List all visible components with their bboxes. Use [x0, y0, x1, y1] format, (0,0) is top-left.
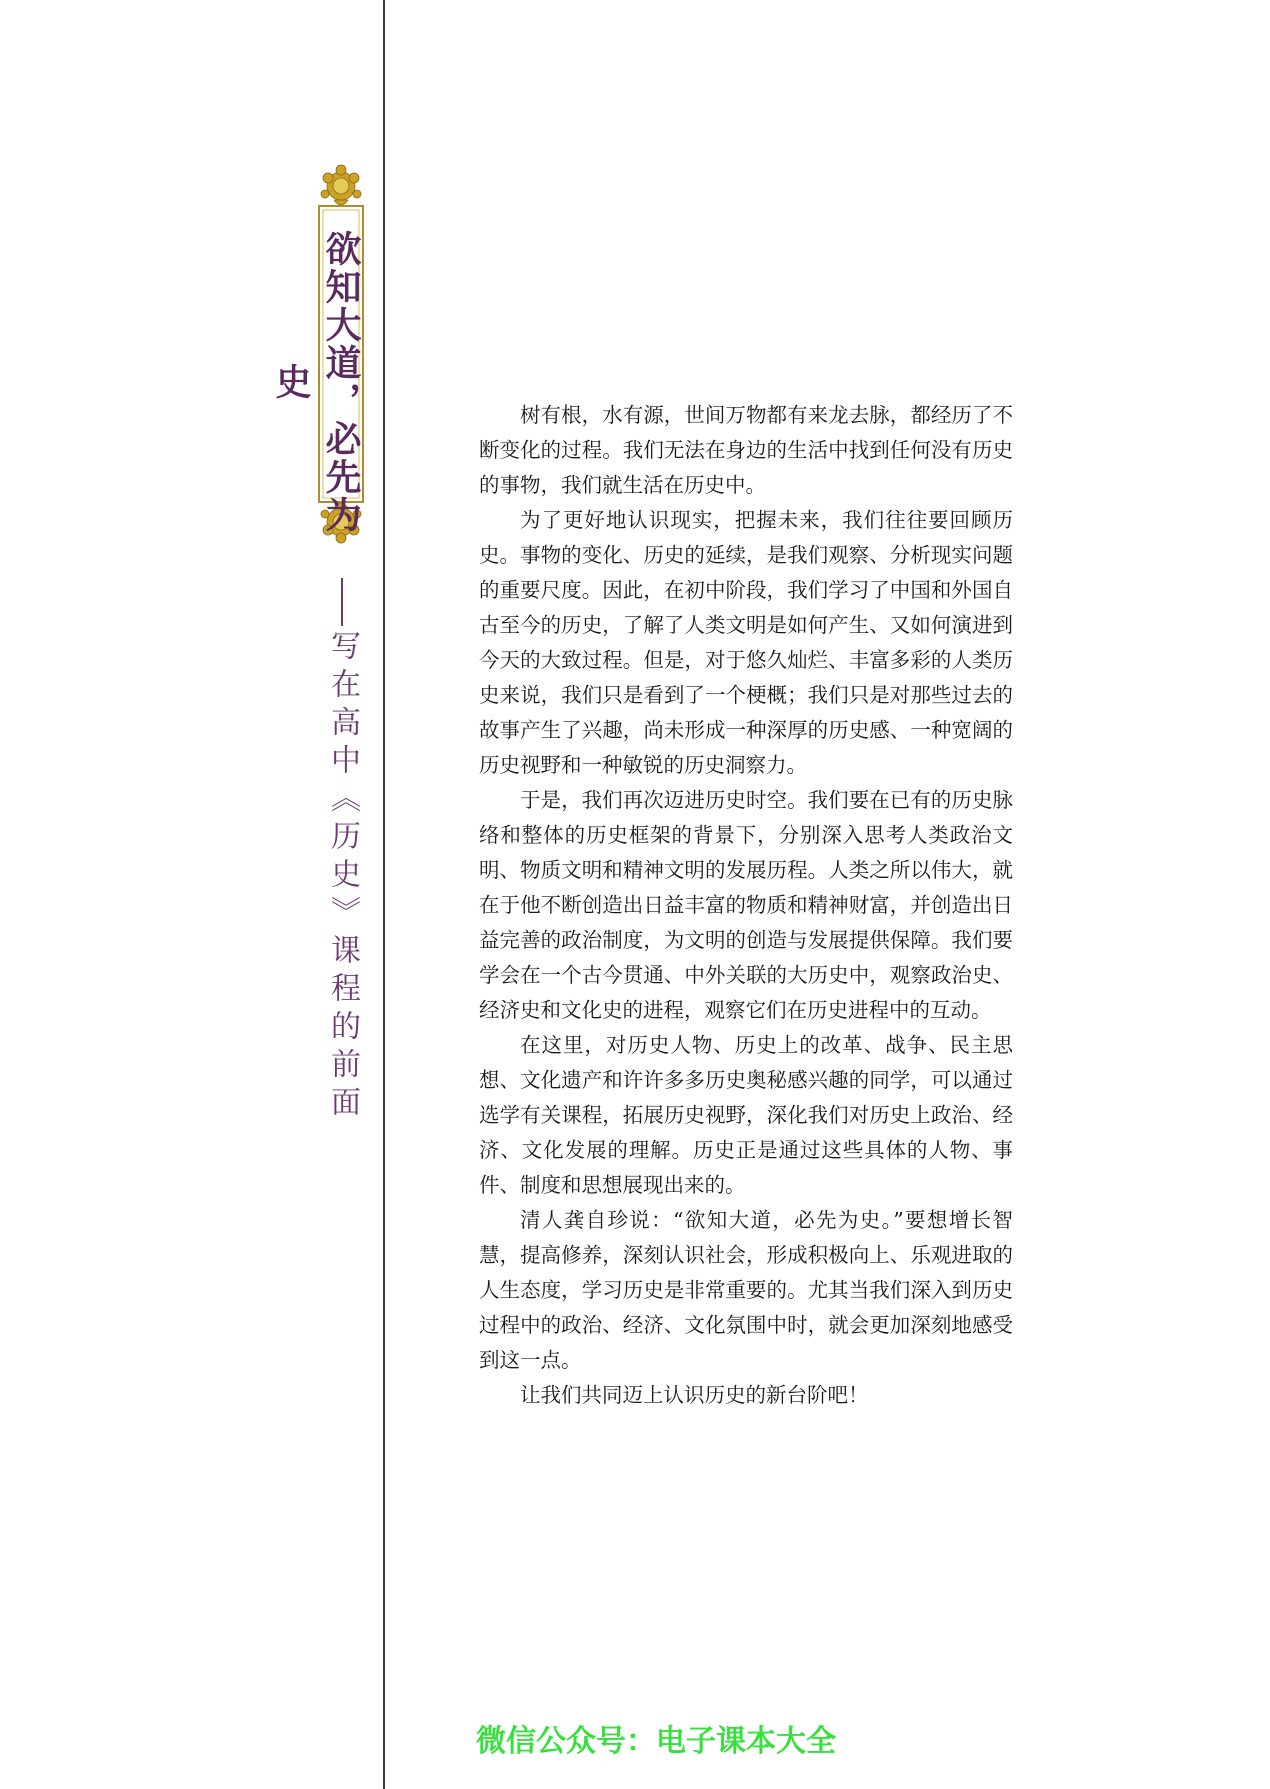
paragraph: 树有根，水有源，世间万物都有来龙去脉，都经历了不断变化的过程。我们无法在身边的生活中找到任何没有历史的事物，我们就生活在历史中。 [479, 403, 1013, 497]
sidebar-title: 欲知大道，必先为史 [270, 230, 362, 534]
paragraph: 在这里，对历史人物、历史上的改革、战争、民主思想、文化遗产和许许多多历史奥秘感兴趣的同学，可以通过选学有关课程，拓展历史视野，深化我们对历史上政治、经济、文化发展的理解。历史正是通过这些具体的人物、事件、制度和思想展现出来的。 [479, 1033, 1013, 1197]
paragraph: 清人龚自珍说：“欲知大道，必先为史。”要想增长智慧，提高修养，深刻认识社会，形成积极向上、乐观进取的人生态度，学习历史是非常重要的。尤其当我们深入到历史过程中的政治、经济、文化氛围中时，就会更加深刻地感受到这一点。 [479, 1208, 1013, 1372]
watermark-text: 微信公众号：电子课本大全 [476, 1724, 836, 1759]
subtitle-dash [341, 578, 343, 626]
paragraph: 于是，我们再次迈进历史时空。我们要在已有的历史脉络和整体的历史框架的背景下，分别深入思考人类政治文明、物质文明和精神文明的发展历程。人类之所以伟大，就在于他不断创造出日益丰富的物质和精神财富，并创造出日益完善的政治制度，为文明的创造与发展提供保障。我们要学会在一个古今贯通、中外关联的大历史中，观察政治史、经济史和文化史的进程，观察它们在历史进程中的互动。 [479, 788, 1013, 1022]
sidebar-subtitle: 写在高中《历史》课程的前面 [325, 630, 360, 1124]
spine-divider-line [383, 0, 385, 1789]
body-text [479, 398, 1013, 1413]
title-plaque [270, 164, 366, 544]
paragraph: 让我们共同迈上认识历史的新台阶吧！ [520, 1383, 869, 1407]
paragraph: 为了更好地认识现实，把握未来，我们往往要回顾历史。事物的变化、历史的延续，是我们观察、分析现实问题的重要尺度。因此，在初中阶段，我们学习了中国和外国自古至今的历史，了解了人类文明是如何产生、又如何演进到今天的大致过程。但是，对于悠久灿烂、丰富多彩的人类历史来说，我们只是看到了一个梗概；我们只是对那些过去的故事产生了兴趣，尚未形成一种深厚的历史感、一种宽阔的历史视野和一种敏锐的历史洞察力。 [479, 508, 1013, 777]
